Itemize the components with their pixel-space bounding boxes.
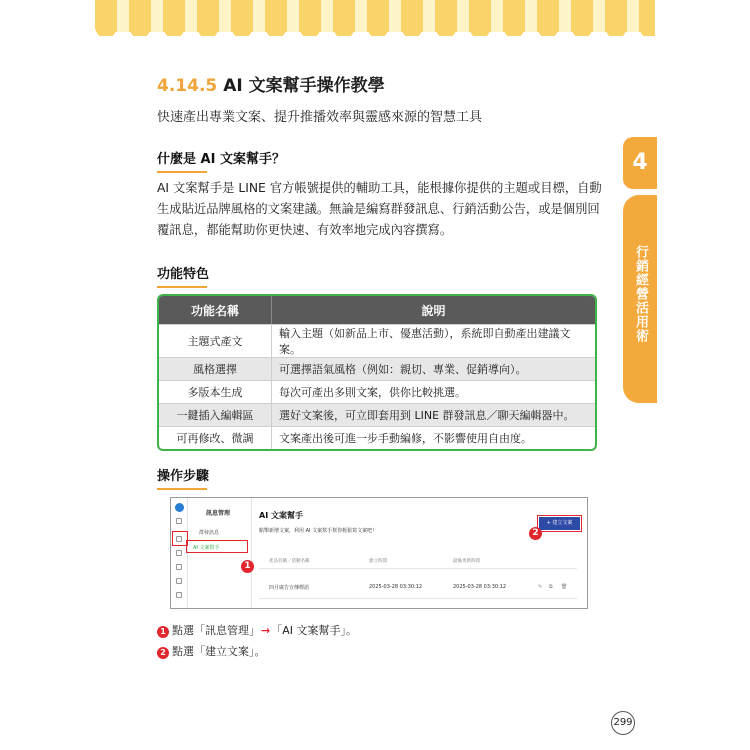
column-header-created: 建立時間 xyxy=(369,559,387,564)
delete-icon[interactable]: 🗑 xyxy=(561,584,568,590)
home-icon xyxy=(176,518,182,524)
callout-2: 2 xyxy=(529,527,542,540)
table-row xyxy=(159,324,595,357)
page-number: 299 xyxy=(611,711,635,735)
row-updated: 2025-03-28 03:30:12 xyxy=(453,584,507,590)
settings-icon xyxy=(176,592,182,598)
heading-features: 功能特色 xyxy=(157,263,209,282)
step-2-text: 點選「建立文案」。 xyxy=(172,645,266,658)
feature-desc: 每次可產出多則文案，供你比較挑選。 xyxy=(272,380,595,403)
screen-description: 點擊新增文案，利用 AI 文案幫手幫你輕鬆寫文案吧！ xyxy=(259,528,378,534)
edit-icon[interactable]: ✎ xyxy=(538,584,543,590)
feature-desc: 輸入主題（如新品上市、優惠活動），系統即自動產出建議文案。 xyxy=(272,324,595,357)
icon-rail xyxy=(171,498,188,608)
section-subtitle: 快速產出專業文案、提升推播效率與靈感來源的智慧工具 xyxy=(157,110,483,125)
table-header-desc: 說明 xyxy=(272,296,595,324)
submenu-title: 訊息管理 xyxy=(206,510,231,517)
top-decorative-border xyxy=(95,0,655,32)
feature-name: 可再修改、微調 xyxy=(159,426,272,449)
feature-desc: 可選擇語氣風格（例如：親切、專業、促銷導向）。 xyxy=(272,357,595,380)
section-title-text: AI 文案幫手操作教學 xyxy=(223,76,385,96)
screen-title: AI 文案幫手 xyxy=(259,511,303,520)
row-created: 2025-03-28 03:30:12 xyxy=(369,584,423,590)
section-number: 4.14.5 xyxy=(157,76,218,96)
step-2-number: 2 xyxy=(157,647,169,659)
copy-icon[interactable]: ⧉ xyxy=(549,584,553,590)
app-screenshot xyxy=(170,497,588,609)
heading-what-is: 什麼是 AI 文案幫手？ xyxy=(157,148,285,167)
step-1 xyxy=(157,622,357,638)
column-header-name: 產品名稱／活動名稱 xyxy=(269,559,310,564)
feature-name: 主題式產文 xyxy=(159,324,272,357)
feature-name: 多版本生成 xyxy=(159,380,272,403)
menu-item-ai-copywriter[interactable]: AI 文案幫手 xyxy=(193,545,220,551)
table-header-name: 功能名稱 xyxy=(159,296,272,324)
step-1-text-a: 點選「訊息管理」 xyxy=(172,624,260,637)
callout-1: 1 xyxy=(241,560,254,573)
chapter-label: 行銷經營活用術 xyxy=(633,245,648,343)
arrow-right-icon: → xyxy=(261,624,271,637)
user-icon xyxy=(176,564,182,570)
feature-desc: 文案產出後可進一步手動編修，不影響使用自由度。 xyxy=(272,426,595,449)
app-logo-icon xyxy=(175,503,184,512)
table-divider xyxy=(259,568,577,569)
feature-desc: 選好文案後，可立即套用到 LINE 群發訊息／聊天編輯器中。 xyxy=(272,403,595,426)
table-row xyxy=(159,357,595,380)
row-name[interactable]: 四月廣告宣傳標語 xyxy=(269,585,310,591)
column-header-updated: 最後更新時間 xyxy=(453,559,480,564)
table-row xyxy=(159,426,595,449)
chapter-number-tab: 4 xyxy=(623,137,657,189)
feature-table xyxy=(157,294,597,451)
table-divider xyxy=(259,598,577,599)
step-1-number: 1 xyxy=(157,626,169,638)
intro-paragraph: AI 文案幫手是 LINE 官方帳號提供的輔助工具，能根據你提供的主題或目標，自動生成貼近品牌風格的文案建議。無論是編寫群發訊息、行銷活動公告，或是個別回覆訊息，都能幫助你更快速、有效率地完成內容撰寫。 xyxy=(157,181,602,237)
heading-steps: 操作步驟 xyxy=(157,465,209,484)
table-row xyxy=(159,403,595,426)
chart-icon xyxy=(176,578,182,584)
table-row xyxy=(159,380,595,403)
chapter-label-tab xyxy=(623,195,657,403)
step-1-text-b: 「AI 文案幫手」。 xyxy=(271,624,357,637)
create-copy-button[interactable]: + 建立文案 xyxy=(539,517,580,530)
grid-icon xyxy=(176,550,182,556)
menu-item-broadcast[interactable]: 群發訊息 xyxy=(199,530,220,536)
table-header-row xyxy=(159,296,595,324)
step-2 xyxy=(157,643,266,659)
feature-name: 風格選擇 xyxy=(159,357,272,380)
section-title xyxy=(157,71,385,96)
feature-name: 一鍵插入編輯區 xyxy=(159,403,272,426)
